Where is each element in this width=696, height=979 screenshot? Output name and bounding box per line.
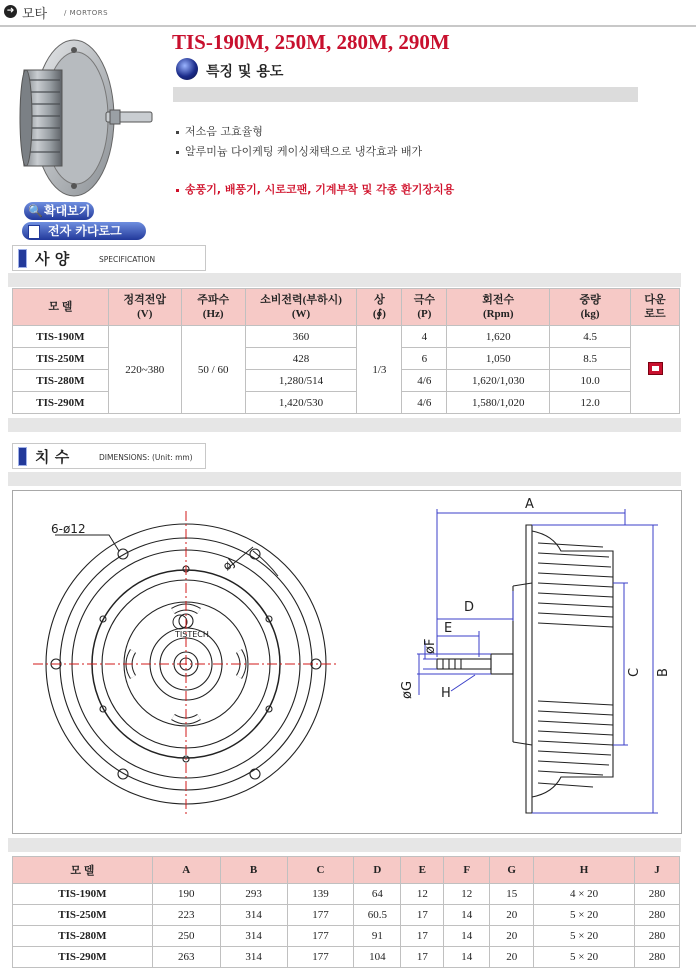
table-cell: 280 (634, 905, 679, 926)
table-cell: 314 (220, 947, 287, 968)
table-cell: 250 (152, 926, 220, 947)
section-subtitle: DIMENSIONS: (Unit: mm) (99, 453, 193, 462)
header-cell: 중량 (kg) (550, 289, 631, 326)
features-heading: 특징 및 용도 (206, 64, 284, 80)
spec-section-header (12, 245, 206, 271)
power-cell: 428 (245, 348, 357, 370)
dim-label-b: B (656, 668, 671, 677)
dim-label-d: D (464, 600, 475, 615)
header-cell: 모 델 (13, 857, 153, 884)
table-cell: 14 (444, 926, 490, 947)
header-cell: E (401, 857, 444, 884)
header-cell: A (152, 857, 220, 884)
table-row (13, 326, 680, 348)
table-cell: 223 (152, 905, 220, 926)
download-cell (631, 326, 680, 414)
table-cell: 20 (490, 905, 534, 926)
catalog-button[interactable]: 전자 카다로그 (22, 222, 146, 240)
model-cell: TIS-250M (13, 905, 153, 926)
table-cell: 12 (401, 884, 444, 905)
table-cell: 5 × 20 (534, 947, 635, 968)
frequency-cell: 50 / 60 (181, 326, 245, 414)
table-cell: 177 (287, 905, 354, 926)
dimension-drawing (12, 490, 682, 834)
dimension-table (12, 856, 680, 968)
header-cell: 상 (∮) (357, 289, 402, 326)
motor-photo (14, 30, 164, 200)
breadcrumb-label: 모타 (22, 7, 48, 22)
table-cell: 293 (220, 884, 287, 905)
poles-cell: 4 (402, 326, 447, 348)
dim-label-f: øF (423, 638, 438, 654)
table-cell: 177 (287, 926, 354, 947)
table-header-row (13, 289, 680, 326)
rpm-cell: 1,620 (447, 326, 550, 348)
header-cell: B (220, 857, 287, 884)
table-cell: 91 (354, 926, 401, 947)
table-cell: 14 (444, 905, 490, 926)
header-cell: 정격전압 (V) (108, 289, 181, 326)
table-cell: 139 (287, 884, 354, 905)
divider (8, 472, 681, 486)
weight-cell: 12.0 (550, 392, 631, 414)
table-cell: 15 (490, 884, 534, 905)
table-cell: 280 (634, 926, 679, 947)
power-cell: 1,420/530 (245, 392, 357, 414)
logo-text: TISTECH (175, 630, 209, 639)
rpm-cell: 1,050 (447, 348, 550, 370)
table-cell: 17 (401, 947, 444, 968)
dim-label-g: øG (400, 680, 415, 699)
table-cell: 190 (152, 884, 220, 905)
divider (0, 25, 696, 27)
model-cell: TIS-190M (13, 884, 153, 905)
table-cell: 280 (634, 884, 679, 905)
header-cell: F (444, 857, 490, 884)
table-cell: 20 (490, 926, 534, 947)
dim-label-h: H (441, 686, 451, 701)
hole-label: 6-ø12 (51, 522, 86, 536)
model-cell: TIS-280M (13, 370, 109, 392)
model-cell: TIS-250M (13, 348, 109, 370)
table-row (13, 947, 680, 968)
table-cell: 5 × 20 (534, 926, 635, 947)
header-cell: 회전수 (Rpm) (447, 289, 550, 326)
table-cell: 60.5 (354, 905, 401, 926)
product-title: TIS-190M, 250M, 280M, 290M (172, 30, 450, 54)
table-cell: 17 (401, 905, 444, 926)
breadcrumb-sub: / MORTORS (64, 9, 109, 17)
poles-cell: 6 (402, 348, 447, 370)
arrow-right-icon: ➜ (4, 5, 17, 18)
angle-label: øJ (219, 555, 238, 574)
divider (8, 838, 681, 852)
header-cell: 다운 로드 (631, 289, 680, 326)
header-cell: H (534, 857, 635, 884)
feature-item: 알루미늄 다이케팅 케이싱채택으로 냉각효과 배가 (176, 143, 422, 159)
weight-cell: 4.5 (550, 326, 631, 348)
header-cell: J (634, 857, 679, 884)
table-cell: 4 × 20 (534, 884, 635, 905)
table-cell: 263 (152, 947, 220, 968)
table-cell: 280 (634, 947, 679, 968)
header-cell: D (354, 857, 401, 884)
table-cell: 12 (444, 884, 490, 905)
power-cell: 360 (245, 326, 357, 348)
header-cell: 모 델 (13, 289, 109, 326)
divider (8, 418, 681, 432)
table-cell: 14 (444, 947, 490, 968)
header-cell: 극수 (P) (402, 289, 447, 326)
dim-label-a: A (525, 497, 534, 512)
model-cell: TIS-190M (13, 326, 109, 348)
breadcrumb (0, 0, 696, 24)
divider (8, 273, 681, 287)
header-cell: 주파수 (Hz) (181, 289, 245, 326)
header-cell: G (490, 857, 534, 884)
section-title: 사 양 (35, 250, 70, 268)
table-row (13, 905, 680, 926)
applications: 송풍기, 배풍기, 시로코팬, 기계부착 및 각종 환기장치용 (176, 181, 454, 197)
divider (173, 87, 638, 102)
table-cell: 314 (220, 905, 287, 926)
dim-label-e: E (444, 621, 453, 636)
phase-cell: 1/3 (357, 326, 402, 414)
poles-cell: 4/6 (402, 392, 447, 414)
model-cell: TIS-290M (13, 392, 109, 414)
download-icon[interactable] (648, 362, 663, 375)
table-row (13, 884, 680, 905)
table-cell: 177 (287, 947, 354, 968)
spec-table (12, 288, 680, 414)
rpm-cell: 1,580/1,020 (447, 392, 550, 414)
table-cell: 17 (401, 926, 444, 947)
table-header-row (13, 857, 680, 884)
weight-cell: 10.0 (550, 370, 631, 392)
section-subtitle: SPECIFICATION (99, 255, 156, 264)
bar-icon (18, 249, 27, 268)
feature-item: 저소음 고효율형 (176, 123, 263, 139)
weight-cell: 8.5 (550, 348, 631, 370)
drawing-svg (13, 491, 681, 833)
dimension-section-header (12, 443, 206, 469)
magnifier-icon: 🔍 (28, 204, 43, 218)
table-cell: 314 (220, 926, 287, 947)
poles-cell: 4/6 (402, 370, 447, 392)
model-cell: TIS-290M (13, 947, 153, 968)
table-row (13, 926, 680, 947)
table-cell: 64 (354, 884, 401, 905)
power-cell: 1,280/514 (245, 370, 357, 392)
dim-label-c: C (627, 667, 642, 677)
rpm-cell: 1,620/1,030 (447, 370, 550, 392)
orb-icon (176, 58, 198, 80)
header-cell: 소비전력(부하시) (W) (245, 289, 357, 326)
table-cell: 104 (354, 947, 401, 968)
table-cell: 20 (490, 947, 534, 968)
section-title: 치 수 (35, 448, 70, 466)
model-cell: TIS-280M (13, 926, 153, 947)
voltage-cell: 220~380 (108, 326, 181, 414)
header-cell: C (287, 857, 354, 884)
bar-icon (18, 447, 27, 466)
table-cell: 5 × 20 (534, 905, 635, 926)
catalog-icon (28, 225, 40, 239)
zoom-button[interactable]: 🔍 확대보기 (24, 202, 94, 220)
